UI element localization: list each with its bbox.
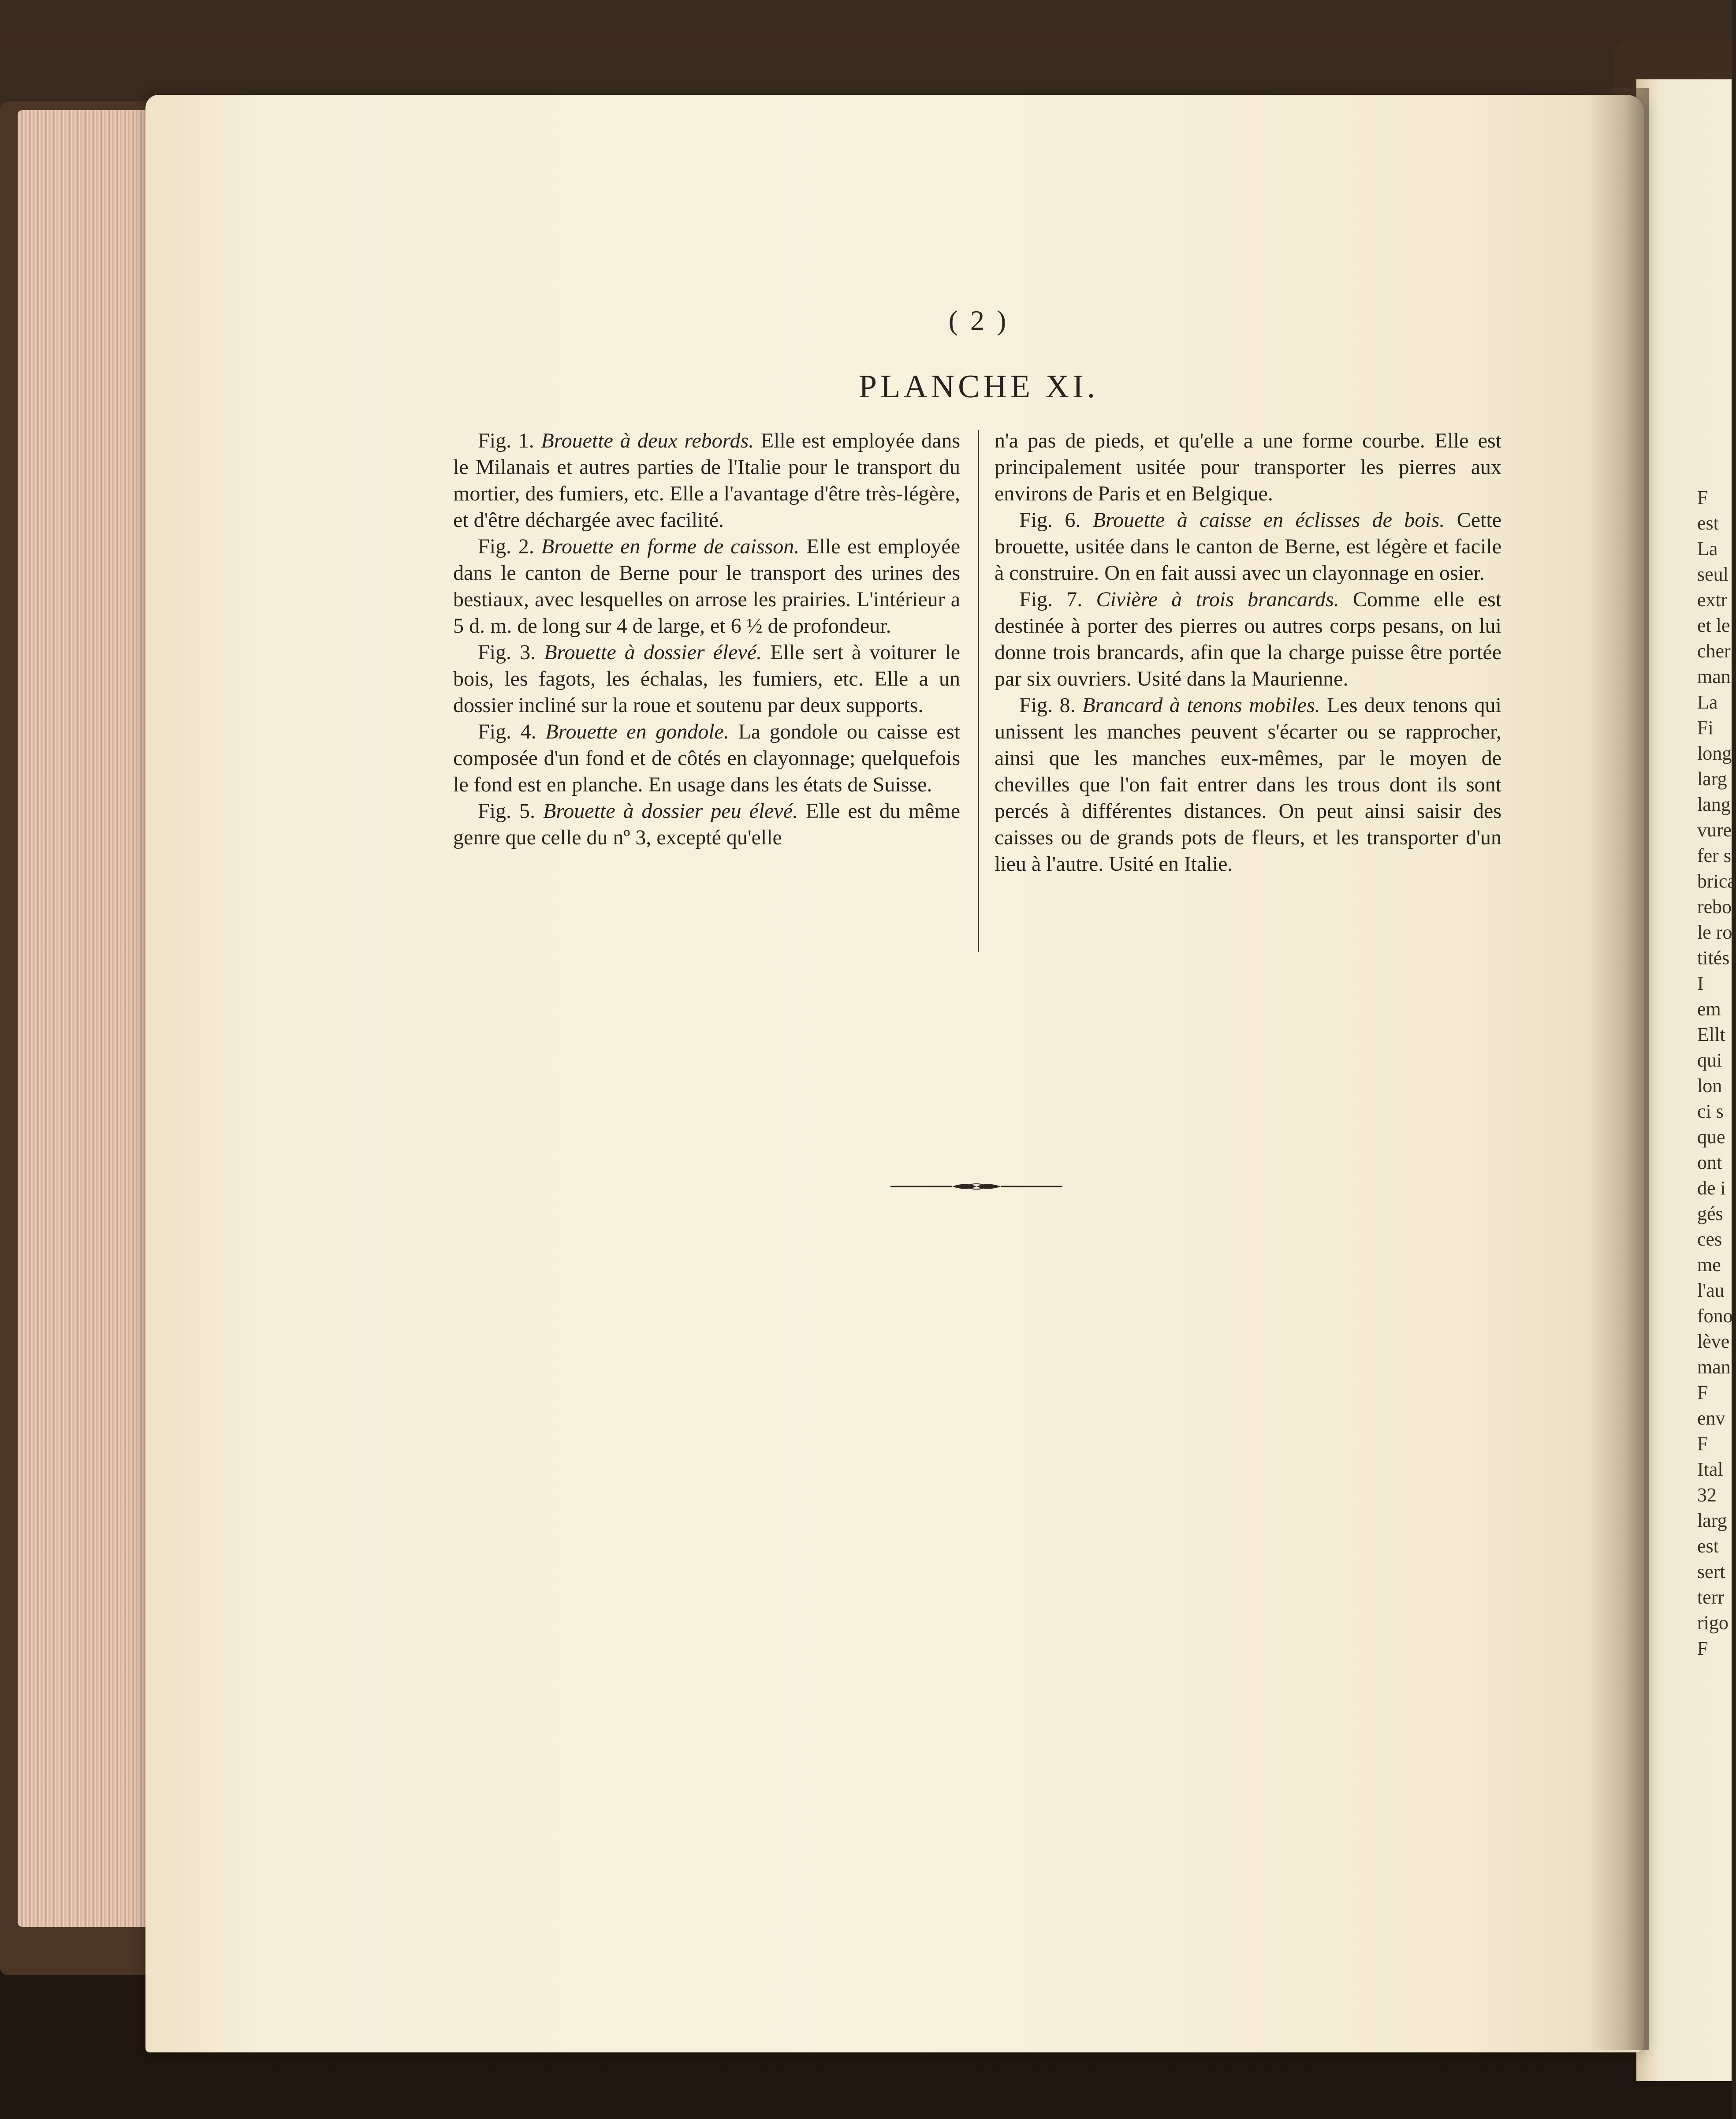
facing-page-fragment: l'au <box>1697 1280 1725 1301</box>
facing-page-fragment: em <box>1697 998 1721 1020</box>
facing-page-fragment: I <box>1697 973 1704 994</box>
figure-paragraph <box>453 639 960 719</box>
book-page-edges <box>18 110 163 1927</box>
figure-description: Elle est employée dans le canton de Berne pour le transport des urines des bestiaux, avec lesquelles on arrose les prairies. L'intérieur a 5 d. m. de long sur 4 de large, et 6 ½ de profondeur. <box>453 535 961 638</box>
figure-paragraph <box>995 692 1501 877</box>
facing-page-fragment: fono <box>1697 1305 1733 1327</box>
figure-paragraph <box>453 533 960 639</box>
figure-description: Elle est du même genre que celle du nº 3, excepté qu'elle <box>453 799 960 849</box>
facing-page-fragment: man <box>1697 666 1731 687</box>
figure-caption: Civière à trois brancards. <box>1096 588 1339 611</box>
figure-caption: Brouette en gondole. <box>545 720 729 743</box>
figure-description: Les deux tenons qui unissent les manches peuvent s'écarter ou se rapprocher, ainsi que les manches eux-mêmes, par le moyen de chevilles que l'on fait entrer dans les trous dont ils sont percés à différentes distances. On peut ainsi saisir des caisses ou de grands pots de fleurs, et les transporter d'un lieu à l'autre. Usité en Italie. <box>995 694 1502 876</box>
facing-page-fragment: ces <box>1697 1228 1722 1250</box>
figure-paragraph <box>995 586 1501 692</box>
figure-caption: Brouette à caisse en éclisses de bois. <box>1092 508 1445 532</box>
figure-number: Fig. 1. <box>478 429 541 452</box>
facing-page-fragment: F <box>1697 487 1708 508</box>
facing-page-fragment: rigo <box>1697 1612 1729 1634</box>
facing-page-fragment: Fi <box>1697 717 1714 739</box>
fleuron-ornament <box>890 1180 1062 1193</box>
figure-number: Fig. 5. <box>478 799 544 823</box>
page-number: ( 2 ) <box>948 305 1009 336</box>
page-title: PLANCHE XI. <box>858 369 1099 405</box>
facing-page-fragment: est <box>1697 1535 1719 1557</box>
figure-number: Fig. 2. <box>478 535 541 558</box>
facing-page-fragment: et le <box>1697 615 1730 636</box>
figure-paragraph <box>453 428 960 533</box>
right-text-column <box>995 428 1501 877</box>
facing-page-fragment: lang <box>1697 794 1731 815</box>
left-text-column <box>453 428 960 851</box>
facing-page-fragment: fer s <box>1697 845 1731 866</box>
facing-page-fragment: que <box>1697 1126 1725 1148</box>
figure-caption: Brouette à dossier élevé. <box>544 641 762 664</box>
figure-number: Fig. 6. <box>1019 508 1093 532</box>
figure-caption: Brouette à deux rebords. <box>541 429 754 452</box>
figure-description: Elle est employée dans le Milanais et autres parties de l'Italie pour le transport du mortier, des fumiers, etc. Elle a l'avantage d'être très-légère, et d'être déchargée avec facilité. <box>453 429 961 532</box>
facing-page-fragment: larg <box>1697 1510 1727 1531</box>
facing-page-fragment: extr <box>1697 589 1728 611</box>
figure-number: Fig. 4. <box>478 720 546 743</box>
facing-page-fragment: Ital <box>1697 1459 1723 1480</box>
figure-caption: Brouette en forme de caisson. <box>541 535 800 558</box>
facing-page-fragment: F <box>1697 1433 1708 1455</box>
facing-page-fragment: me <box>1697 1254 1721 1276</box>
figure-number: Fig. 8. <box>1019 694 1083 717</box>
facing-page-fragment: sert <box>1697 1561 1725 1582</box>
facing-page-fragment: terr <box>1697 1586 1725 1608</box>
facing-page-fragment: de i <box>1697 1177 1726 1199</box>
figure-description: La gondole ou caisse est composée d'un fond et de côtés en clayonnage; quelquefois le fond est en planche. En usage dans les états de Suisse. <box>453 720 961 796</box>
figure-description: Elle sert à voiturer le bois, les fagots, les échalas, les fumiers, etc. Elle a un dossier incliné sur la roue et soutenu par deux supports. <box>453 641 961 717</box>
figure-paragraph <box>995 428 1501 507</box>
facing-page-fragment: 32 <box>1697 1484 1717 1506</box>
figure-paragraph <box>995 507 1501 586</box>
figure-paragraph <box>453 719 960 798</box>
figure-caption: Brouette à dossier peu élevé. <box>543 799 798 823</box>
facing-page-fragment: ci s <box>1697 1101 1724 1122</box>
facing-page-fragment: La <box>1697 691 1718 713</box>
facing-page-fragment: man <box>1697 1356 1731 1378</box>
facing-page-fragment: est <box>1697 512 1719 534</box>
facing-page-fragment: vure <box>1697 819 1732 841</box>
facing-page-fragment: larg <box>1697 768 1727 790</box>
facing-page-fragment: lève <box>1697 1331 1730 1352</box>
figure-number: Fig. 3. <box>478 641 544 664</box>
facing-page-fragment: La <box>1697 538 1718 560</box>
figure-description: Comme elle est destinée à porter des pierres ou autres corps pesans, on lui donne trois brancards, afin que la charge puisse être portée par six ouvriers. Usité dans la Maurienne. <box>995 588 1502 690</box>
figure-paragraph <box>453 798 960 851</box>
facing-page-fragment: env <box>1697 1407 1725 1429</box>
facing-page-text-fragments <box>1697 485 1736 1764</box>
facing-page-fragment: Ellt <box>1697 1024 1725 1045</box>
facing-page-fragment: lon <box>1697 1075 1722 1097</box>
facing-page-fragment: qui <box>1697 1049 1722 1071</box>
facing-page-fragment: gés <box>1697 1203 1723 1224</box>
column-divider <box>978 430 979 952</box>
facing-page-fragment: le ro <box>1697 921 1732 943</box>
facing-page-fragment: rebo <box>1697 896 1732 918</box>
facing-page-fragment: ont <box>1697 1152 1722 1173</box>
facing-page-fragment: brica <box>1697 870 1736 892</box>
facing-page-fragment: F <box>1697 1638 1708 1659</box>
figure-caption: Brancard à tenons mobiles. <box>1082 694 1320 717</box>
figure-number: Fig. 7. <box>1019 588 1096 611</box>
figure-description: Cette brouette, usitée dans le canton de Berne, est légère et facile à construire. On en fait aussi avec un clayonnage en osier. <box>995 508 1502 585</box>
facing-page-fragment: seul <box>1697 563 1729 585</box>
facing-page-fragment: cher <box>1697 640 1731 662</box>
facing-page-fragment: tités <box>1697 947 1730 969</box>
facing-page-fragment: long <box>1697 742 1732 764</box>
figure-description: n'a pas de pieds, et qu'elle a une forme courbe. Elle est principalement usitée pour transporter les pierres aux environs de Paris et en Belgique. <box>995 429 1501 505</box>
spine-shadow <box>1587 88 1649 2050</box>
facing-page-fragment: F <box>1697 1382 1708 1403</box>
